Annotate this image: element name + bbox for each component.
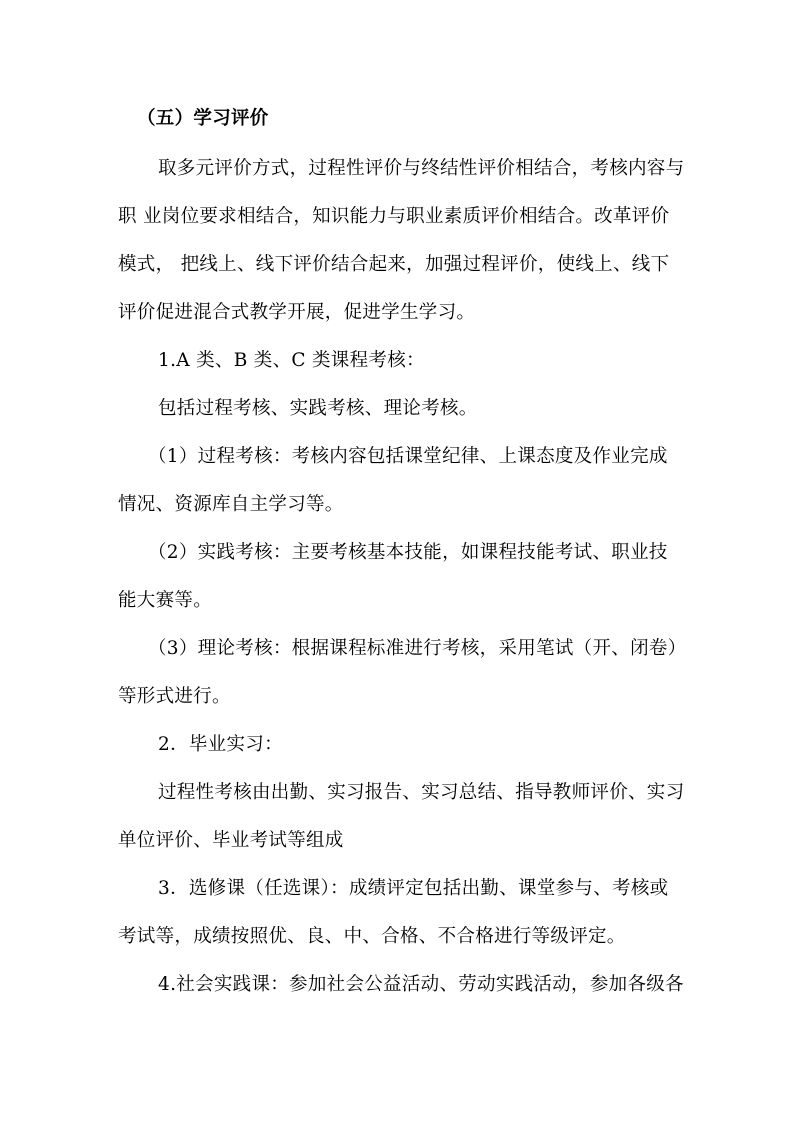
paragraph-line: 包括过程考核、实践考核、理论考核。 — [158, 398, 478, 419]
paragraph-line: （3）理论考核：根据课程标准进行考核，采用笔试（开、闭卷） — [148, 638, 687, 659]
paragraph-line: 1.A 类、B 类、C 类课程考核： — [158, 350, 425, 371]
paragraph-line: 单位评价、毕业考试等组成 — [118, 830, 344, 851]
section-heading: （五）学习评价 — [137, 108, 269, 129]
paragraph-line: 2．毕业实习： — [158, 734, 283, 755]
paragraph-line: 评价促进混合式教学开展，促进学生学习。 — [118, 302, 476, 323]
paragraph-line: 模式， 把线上、线下评价结合起来，加强过程评价，使线上、线下 — [118, 254, 670, 275]
paragraph-line: 考试等，成绩按照优、良、中、合格、不合格进行等级评定。 — [118, 926, 626, 947]
paragraph-line: 取多元评价方式，过程性评价与终结性评价相结合，考核内容与 — [158, 158, 685, 179]
paragraph-line: 3．选修课（任选课）：成绩评定包括出勤、课堂参与、考核或 — [158, 878, 669, 899]
paragraph-line: （1）过程考核：考核内容包括课堂纪律、上课态度及作业完成 — [148, 446, 668, 467]
paragraph-line: 过程性考核由出勤、实习报告、实习总结、指导教师评价、实习 — [158, 782, 685, 803]
paragraph-line: 情况、资源库自主学习等。 — [118, 494, 344, 515]
paragraph-line: 等形式进行。 — [118, 686, 231, 707]
paragraph-line: （2）实践考核：主要考核基本技能，如课程技能考试、职业技 — [148, 542, 668, 563]
paragraph-line: 职 业岗位要求相结合，知识能力与职业素质评价相结合。改革评价 — [118, 206, 670, 227]
paragraph-line: 4.社会实践课：参加社会公益活动、劳动实践活动，参加各级各 — [158, 974, 684, 995]
paragraph-line: 能大赛等。 — [118, 590, 213, 611]
